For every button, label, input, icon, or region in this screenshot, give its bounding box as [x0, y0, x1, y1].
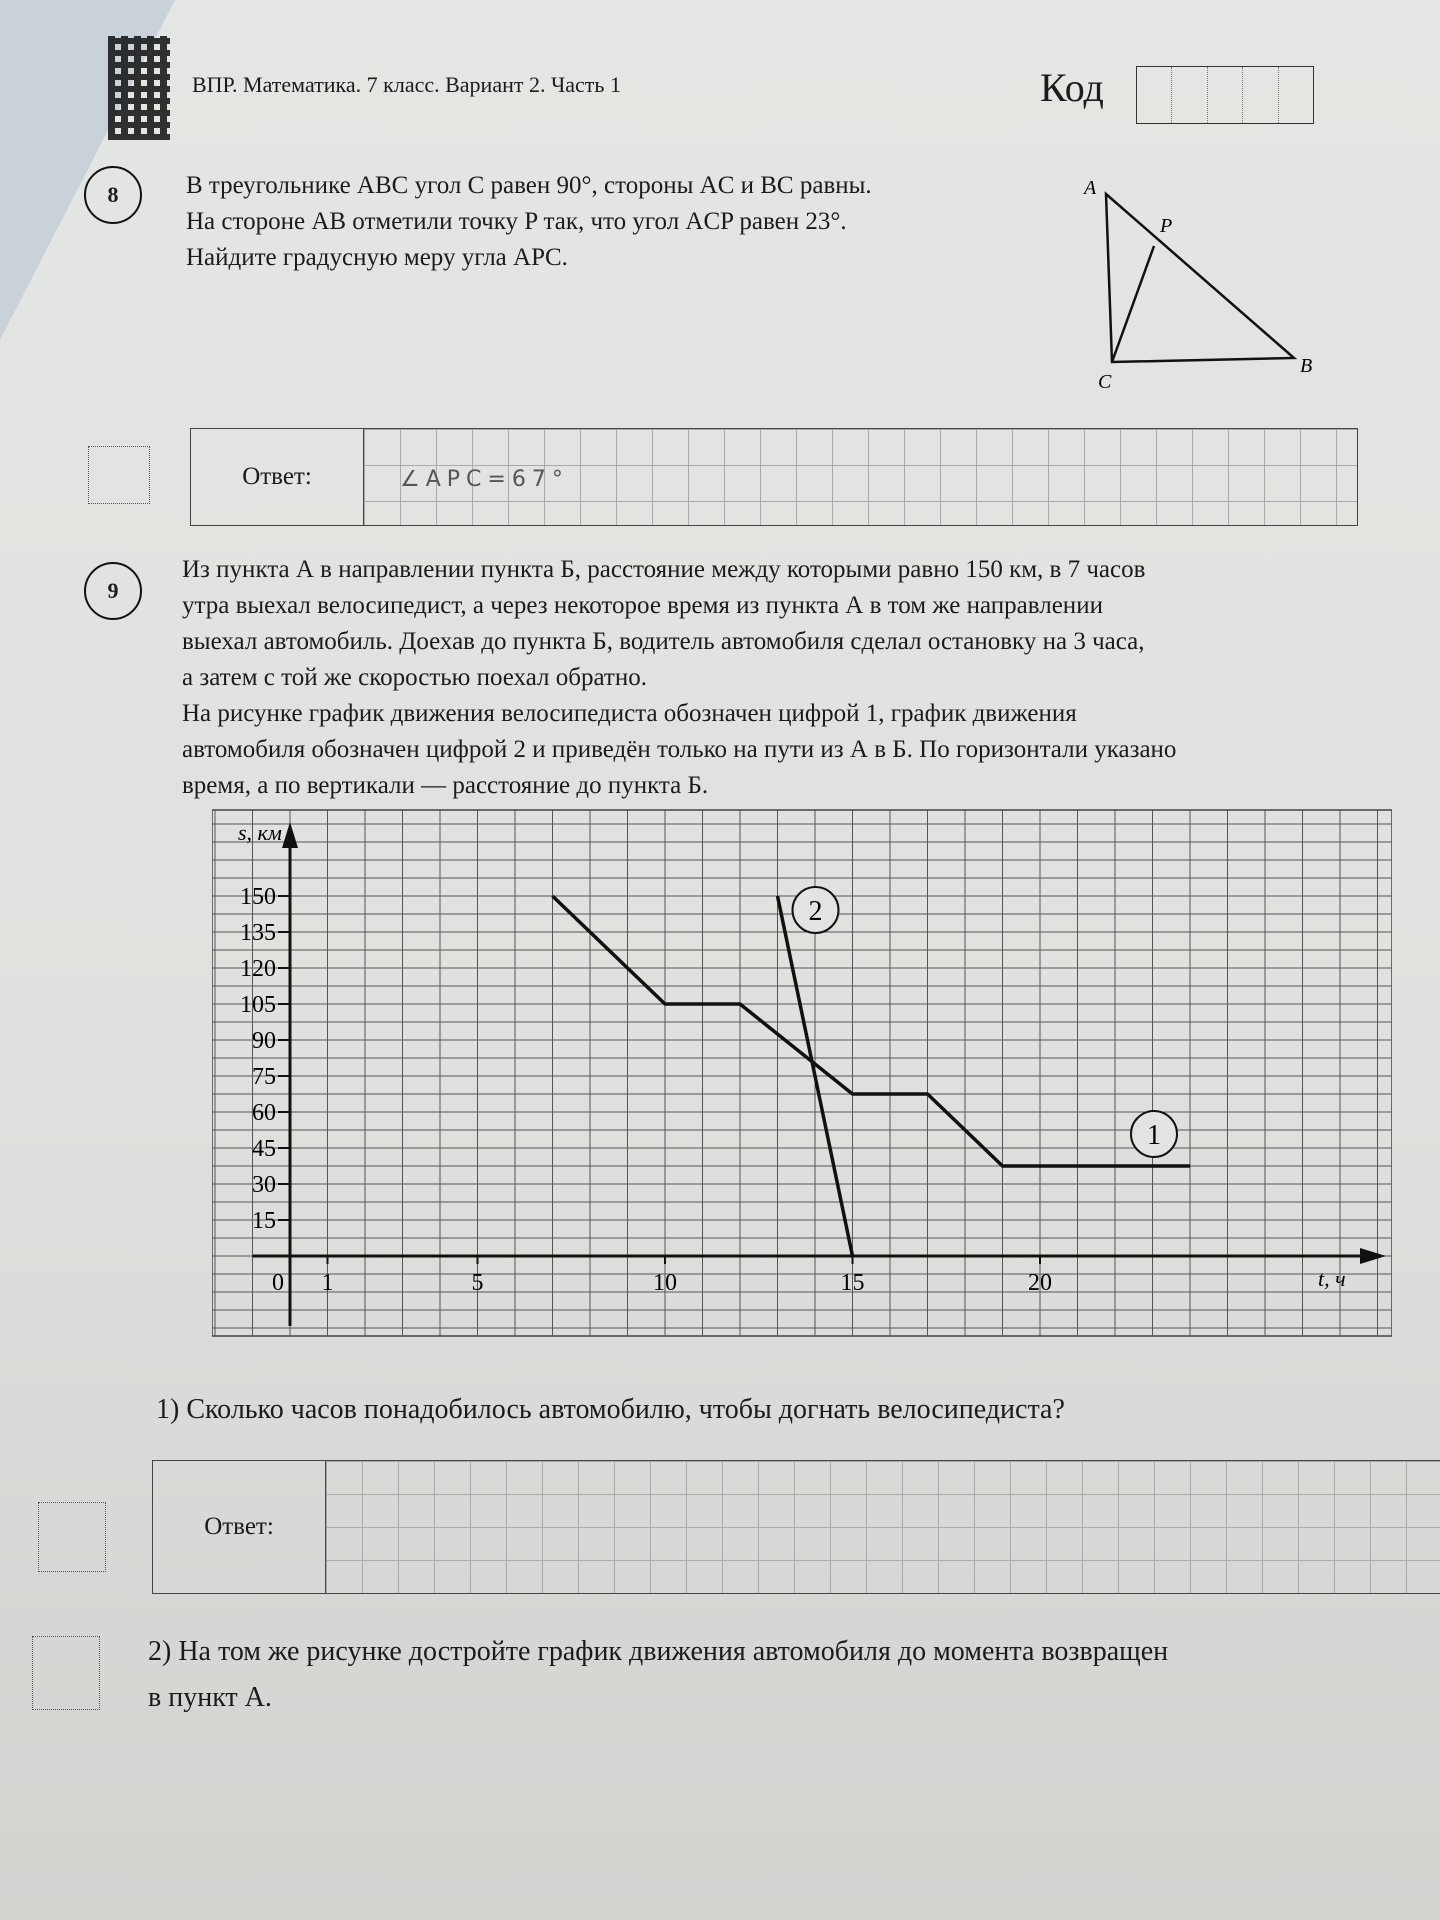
- x-axis-label: t, ч: [1318, 1266, 1346, 1291]
- y-tick-label: 60: [252, 1100, 276, 1126]
- vertex-a-label: A: [1084, 177, 1097, 199]
- x-tick-label: 0: [272, 1270, 284, 1296]
- task-9-line-6: автомобиля обозначен цифрой 2 и приведён только на пути из А в Б. По горизонтали указано: [182, 736, 1177, 763]
- task-8-line-1: В треугольнике ABC угол C равен 90°, стороны AC и BC равны.: [186, 172, 872, 199]
- triangle-figure: [1070, 170, 1320, 400]
- series-2-label: 2: [808, 896, 823, 927]
- task-9-question-2-line-2: в пункт А.: [148, 1682, 272, 1713]
- y-tick-label: 30: [252, 1172, 276, 1198]
- x-tick-label: 15: [840, 1270, 865, 1296]
- task-8-text: [186, 168, 1052, 276]
- motion-chart: [212, 806, 1392, 1346]
- x-axis-arrow-icon: [1360, 1248, 1386, 1264]
- task-9-question-2-line-1: 2) На том же рисунке достройте график движения автомобиля до момента возвращен: [148, 1636, 1169, 1667]
- task-9-line-4: а затем с той же скоростью поехал обратно.: [182, 664, 647, 691]
- y-tick-label: 90: [252, 1028, 276, 1054]
- vertex-c-label: C: [1098, 371, 1112, 393]
- y-tick-label: 75: [252, 1064, 276, 1090]
- y-tick-label: 120: [240, 956, 276, 982]
- chart-series: [553, 887, 1191, 1256]
- chart-ticks: [240, 884, 1052, 1296]
- task-9-line-5: На рисунке график движения велосипедиста обозначен цифрой 1, график движения: [182, 700, 1077, 727]
- task-8-answer-frame: [190, 428, 1358, 526]
- task-9-q1-score-box: [38, 1502, 106, 1572]
- vertex-b-label: B: [1300, 355, 1313, 377]
- qr-code-icon: [108, 36, 170, 140]
- task-9-answer-label: Ответ:: [153, 1461, 326, 1593]
- task-9-text: [182, 552, 1372, 804]
- task-8-score-box: [88, 446, 150, 504]
- vertex-p-label: P: [1160, 215, 1173, 237]
- task-8-line-2: На стороне AB отметили точку P так, что угол ACP равен 23°.: [186, 208, 847, 235]
- task-8-answer-grid[interactable]: [364, 429, 1357, 525]
- series-1-line: [553, 896, 1191, 1166]
- code-input-box[interactable]: [1136, 66, 1314, 124]
- code-label: Код: [1040, 65, 1104, 110]
- y-tick-label: 150: [240, 884, 276, 910]
- task-8-number: 8: [84, 166, 142, 224]
- y-tick-label: 105: [240, 992, 276, 1018]
- task-9-line-1: Из пункта А в направлении пункта Б, расстояние между которыми равно 150 км, в 7 часов: [182, 556, 1146, 583]
- y-axis-arrow-icon: [282, 822, 298, 848]
- x-tick-label: 1: [321, 1270, 334, 1296]
- y-axis-label: s, км: [238, 820, 282, 845]
- x-tick-label: 5: [471, 1270, 484, 1296]
- task-9-number: 9: [84, 562, 142, 620]
- x-tick-label: 20: [1028, 1270, 1052, 1296]
- task-9-answer-grid[interactable]: [326, 1461, 1440, 1593]
- task-9-q2-score-box: [32, 1636, 100, 1710]
- series-1-label: 1: [1147, 1120, 1161, 1151]
- page-header-title: ВПР. Математика. 7 класс. Вариант 2. Часть 1: [192, 72, 621, 97]
- task-8-handwritten-answer: ∠APC=67°: [400, 467, 569, 492]
- y-tick-label: 15: [252, 1208, 276, 1234]
- x-tick-label: 10: [653, 1270, 677, 1296]
- task-9-line-7: время, а по вертикали — расстояние до пункта Б.: [182, 772, 709, 799]
- task-9-line-3: выехал автомобиль. Доехав до пункта Б, водитель автомобиля сделал остановку на 3 часа,: [182, 628, 1145, 655]
- task-8-answer-label: Ответ:: [191, 429, 364, 525]
- y-tick-label: 45: [252, 1136, 276, 1162]
- task-9-answer-frame: [152, 1460, 1440, 1594]
- task-8-line-3: Найдите градусную меру угла APC.: [186, 244, 568, 271]
- task-9-line-2: утра выехал велосипедист, а через некоторое время из пункта А в том же направлении: [182, 592, 1103, 619]
- task-9-question-1: 1) Сколько часов понадобилось автомобилю, чтобы догнать велосипедиста?: [156, 1394, 1065, 1425]
- y-tick-label: 135: [240, 920, 276, 946]
